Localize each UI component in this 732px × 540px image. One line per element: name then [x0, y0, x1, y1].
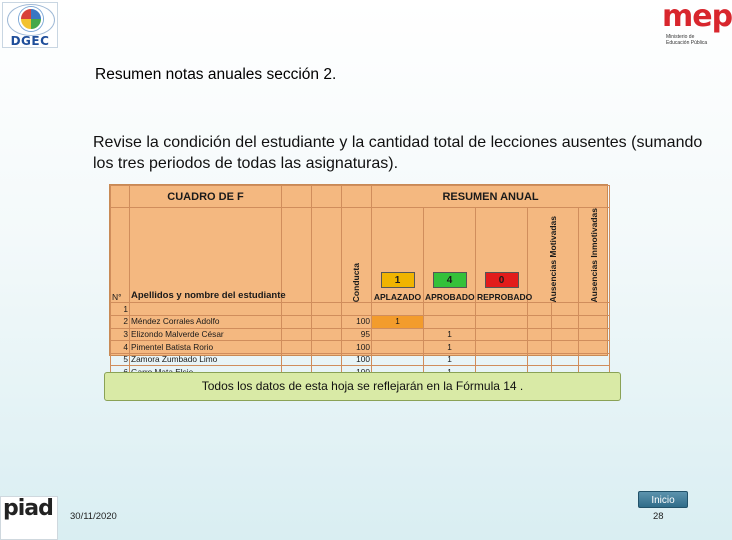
reprobado-cell — [476, 208, 533, 303]
aplazado-value — [372, 328, 424, 341]
table-row — [111, 328, 610, 341]
aprobado-value: 1 — [424, 353, 476, 366]
col-n: N° — [111, 208, 130, 303]
table-row — [111, 341, 610, 354]
student-name — [130, 303, 282, 316]
aplazado-label: APLAZADO — [373, 292, 422, 303]
aprobado-label: APROBADO — [425, 292, 475, 303]
row-number: 4 — [111, 341, 130, 354]
col-student: Apellidos y nombre del estudiante — [130, 208, 282, 303]
mep-logo-subtitle: Ministerio de Educación Pública — [666, 34, 708, 46]
aprobado-value — [424, 303, 476, 316]
logo-swirl-icon — [19, 7, 43, 31]
aplazado-value — [372, 353, 424, 366]
header-blank — [111, 186, 130, 208]
slide-title: Resumen notas anuales sección 2. — [95, 66, 337, 83]
aprobado-count-badge: 4 — [433, 272, 467, 288]
sheet-header-left: CUADRO DE F — [130, 186, 282, 208]
header-blank — [312, 186, 342, 208]
summary-table — [110, 185, 610, 392]
conducta-value: 100 — [342, 341, 372, 354]
conducta-value — [342, 303, 372, 316]
table-row — [111, 303, 610, 316]
table-row — [111, 316, 610, 329]
aplazado-count-badge: 1 — [381, 272, 415, 288]
aprobado-value: 1 — [424, 328, 476, 341]
reprobado-label: REPROBADO — [477, 292, 533, 303]
formula-14-callout: Todos los datos de esta hoja se reflejarán en la Fórmula 14 . — [104, 372, 621, 401]
aprobado-value — [424, 316, 476, 329]
dgec-logo-text: DGEC — [10, 34, 50, 48]
col-conducta: Conducta — [351, 263, 361, 303]
col-conducta-cell — [342, 208, 372, 303]
conducta-value: 100 — [342, 353, 372, 366]
grades-summary-sheet — [109, 184, 608, 365]
table-row — [111, 353, 610, 366]
aprobado-cell — [424, 208, 476, 303]
inicio-button[interactable]: Inicio — [638, 491, 688, 508]
slide-date: 30/11/2020 — [70, 511, 117, 522]
ausencias-inmotivadas-label: Ausencias Inmotivadas — [588, 208, 599, 303]
mep-logo-text: mep — [662, 0, 732, 34]
row-number: 2 — [111, 316, 130, 329]
row-number: 3 — [111, 328, 130, 341]
student-name: Pimentel Batista Rorio — [130, 341, 282, 354]
ausencias-motivadas-label: Ausencias Motivadas — [547, 216, 558, 303]
student-name: Zamora Zumbado Limo — [130, 353, 282, 366]
student-name: Méndez Corrales Adolfo — [130, 316, 282, 329]
aplazado-value: 1 — [372, 316, 424, 329]
reprobado-count-badge: 0 — [485, 272, 519, 288]
sheet-header-right: RESUMEN ANUAL — [372, 186, 610, 208]
student-name: Elizondo Malverde César — [130, 328, 282, 341]
col-blank — [282, 208, 312, 303]
ausencias-motivadas-cell — [528, 208, 579, 303]
instructions-text: Revise la condición del estudiante y la cantidad total de lecciones ausentes (sumando los tres periodos de todas las asignaturas). — [93, 134, 703, 172]
aprobado-value: 1 — [424, 341, 476, 354]
col-blank — [312, 208, 342, 303]
conducta-value: 100 — [342, 316, 372, 329]
ausencias-inmotivadas-cell — [579, 208, 610, 303]
row-number: 5 — [111, 353, 130, 366]
header-blank — [342, 186, 372, 208]
row-number: 1 — [111, 303, 130, 316]
piad-logo — [0, 496, 58, 540]
aplazado-value — [372, 303, 424, 316]
aplazado-cell — [372, 208, 424, 303]
dgec-logo — [2, 2, 58, 48]
page-number: 28 — [653, 511, 664, 522]
piad-logo-text: piad — [3, 496, 53, 521]
header-blank — [282, 186, 312, 208]
aplazado-value — [372, 341, 424, 354]
conducta-value: 95 — [342, 328, 372, 341]
mep-logo — [662, 0, 732, 52]
